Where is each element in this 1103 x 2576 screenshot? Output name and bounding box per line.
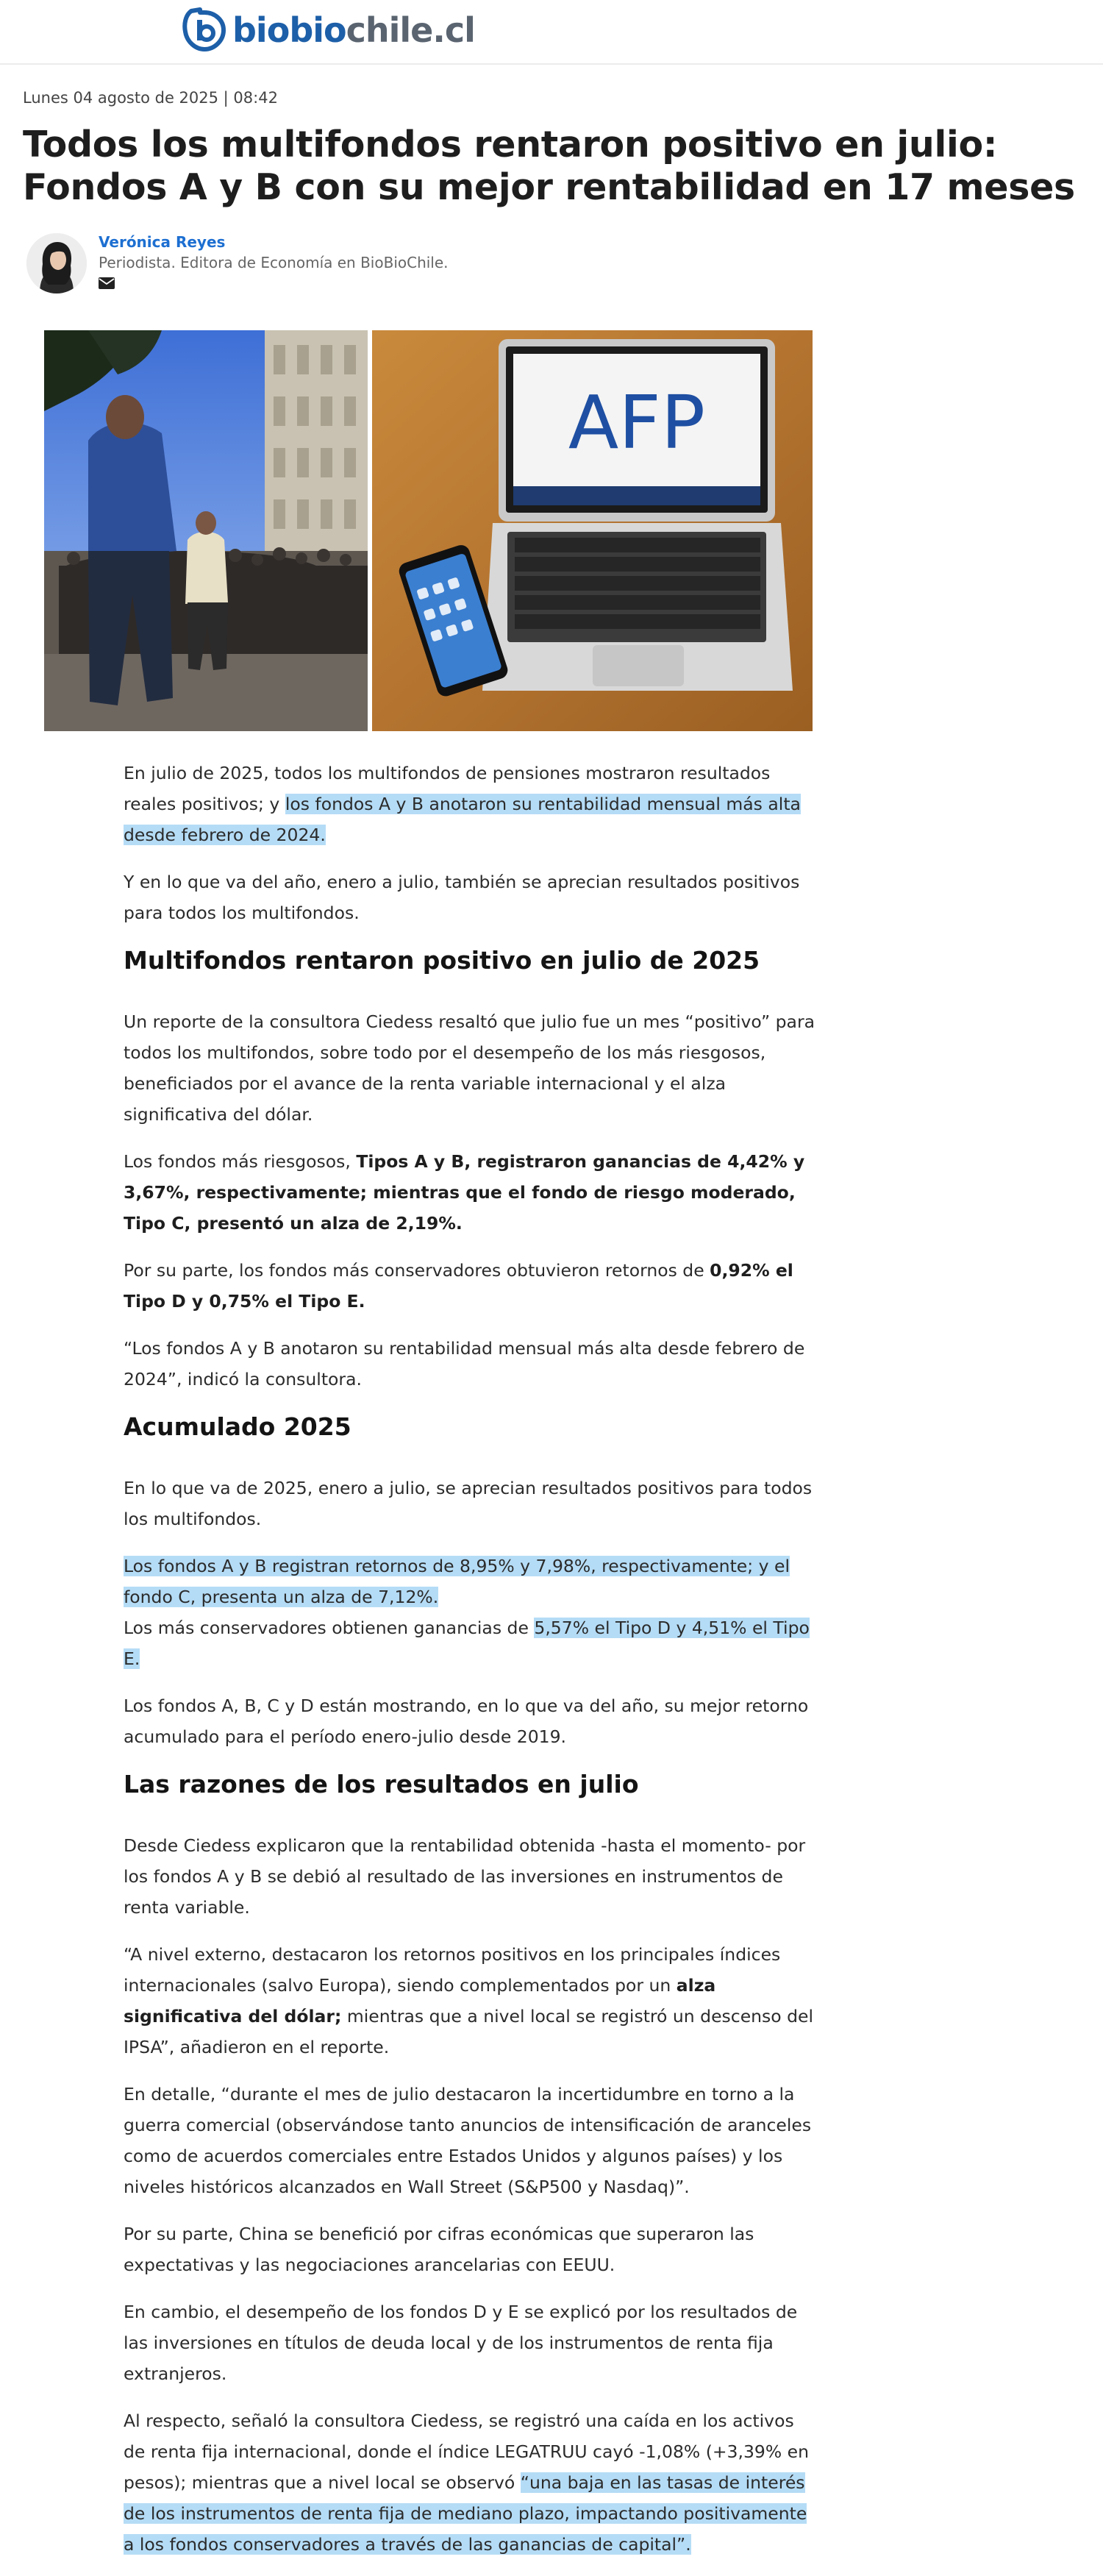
paragraph-9-highlight: 5,57% el Tipo D y 4,51% el Tipo E.	[124, 1618, 810, 1669]
street-scene-photo	[44, 330, 368, 731]
paragraph-10: Los fondos A, B, C y D están mostrando, en lo que va del año, su mejor retorno acumulado para el período enero-julio desde 2019.	[124, 1696, 809, 1747]
paragraph-5	[124, 1255, 815, 1317]
author-avatar[interactable]	[26, 233, 87, 293]
article-main-image	[44, 330, 813, 731]
afp-screen-text: AFP	[568, 380, 706, 466]
logo-wordmark	[232, 10, 475, 50]
subheading-acumulado-2025: Acumulado 2025	[124, 1412, 351, 1441]
subheading-razones-julio: Las razones de los resultados en julio	[124, 1770, 639, 1798]
paragraph-15: En cambio, el desempeño de los fondos D y E se explicó por los resultados de las inversiones en títulos de deuda local y de los instrumentos de renta fija extranjeros.	[124, 2302, 798, 2384]
paragraph-5-bold: 0,92% el Tipo D y 0,75% el Tipo E.	[124, 1260, 793, 1312]
paragraph-16-text: Al respecto, señaló la consultora Ciedess, se registró una caída en los activos de renta fija internacional, donde el índice LEGATRUU cayó -1,08% (+3,39% en pesos); mientras que a nivel local se observó	[124, 2410, 810, 2493]
subheading-julio-2025: Multifondos rentaron positivo en julio de 2025	[124, 946, 760, 975]
paragraph-12-text-end: mientras que a nivel local se registró un descenso del IPSA”, añadieron en el reporte.	[124, 2006, 814, 2057]
paragraph-16	[124, 2405, 815, 2560]
paragraph-1-text: En julio de 2025, todos los multifondos de pensiones mostraron resultados reales positivos; y	[124, 763, 771, 814]
paragraph-4-bold: Tipos A y B, registraron ganancias de 4,42% y 3,67%, respectivamente; mientras que el fondo de riesgo moderado, Tipo C, presentó un alza de 2,19%.	[124, 1151, 805, 1234]
author-photo	[26, 233, 87, 293]
article-title: Todos los multifondos rentaron positivo en julio: Fondos A y B con su mejor rentabilidad en 17 meses	[23, 124, 1075, 208]
paragraph-1-highlight: los fondos A y B anotaron su rentabilidad mensual más alta desde febrero de 2024.	[124, 794, 801, 845]
site-header	[0, 0, 1103, 65]
logo-part-chile: chile.cl	[346, 10, 475, 50]
author-name[interactable]: Verónica Reyes	[99, 233, 226, 251]
paragraph-12-text: “A nivel externo, destacaron los retornos positivos en los principales índices internacionales (salvo Europa), siendo complementados por un	[124, 1944, 781, 1996]
site-logo[interactable]	[182, 4, 475, 56]
paragraph-14: Por su parte, China se benefició por cifras económicas que superaron las expectativas y las negociaciones arancelarias con EEUU.	[124, 2224, 754, 2275]
paragraph-6: “Los fondos A y B anotaron su rentabilidad mensual más alta desde febrero de 2024”, indicó la consultora.	[124, 1338, 805, 1390]
paragraph-8-highlight: Los fondos A y B registran retornos de 8,95% y 7,98%, respectivamente; y el fondo C, presenta un alza de 7,12%.	[124, 1556, 790, 1607]
paragraph-8	[124, 1551, 815, 1612]
paragraph-3: Un reporte de la consultora Ciedess resaltó que julio fue un mes “positivo” para todos los multifondos, sobre todo por el desempeño de los más riesgosos, beneficiados por el avance de la renta variable internacional y el alza significativa del dólar.	[124, 1011, 815, 1125]
article-body	[124, 758, 815, 2576]
paragraph-9-text: Los más conservadores obtienen ganancias de	[124, 1618, 535, 1638]
envelope-icon[interactable]	[99, 277, 115, 289]
author-role: Periodista. Editora de Economía en BioBioChile.	[99, 254, 449, 271]
paragraph-2: Y en lo que va del año, enero a julio, también se aprecian resultados positivos para todos los multifondos.	[124, 872, 800, 923]
logo-part-bio: bio	[232, 10, 290, 50]
paragraph-9	[124, 1612, 815, 1674]
paragraph-1	[124, 758, 815, 850]
biobio-logo-icon	[182, 7, 226, 54]
paragraph-12	[124, 1939, 815, 2063]
paragraph-4	[124, 1146, 815, 1239]
paragraph-4-text: Los fondos más riesgosos,	[124, 1151, 357, 1172]
paragraph-5-text: Por su parte, los fondos más conservadores obtuvieron retornos de	[124, 1260, 710, 1281]
paragraph-13: En detalle, “durante el mes de julio destacaron la incertidumbre en torno a la guerra comercial (observándose tanto anuncios de intensificación de aranceles como de acuerdos comerciales entre Estados Unidos y algunos países) y los niveles históricos alcanzados en Wall Street (S&P500 y Nasdaq)”.	[124, 2084, 812, 2197]
logo-part-bio-2: bio	[289, 10, 346, 50]
paragraph-12-bold: alza significativa del dólar;	[124, 1975, 716, 2027]
afp-laptop-photo	[372, 330, 813, 731]
article-date: Lunes 04 agosto de 2025 | 08:42	[23, 89, 278, 107]
paragraph-7: En lo que va de 2025, enero a julio, se aprecian resultados positivos para todos los multifondos.	[124, 1478, 813, 1529]
paragraph-16-highlight: “una baja en las tasas de interés de los instrumentos de renta fija de mediano plazo, impactando positivamente a los fondos conservadores a través de las ganancias de capital”.	[124, 2472, 807, 2555]
paragraph-11: Desde Ciedess explicaron que la rentabilidad obtenida -hasta el momento- por los fondos A y B se debió al resultado de las inversiones en instrumentos de renta variable.	[124, 1835, 806, 1918]
